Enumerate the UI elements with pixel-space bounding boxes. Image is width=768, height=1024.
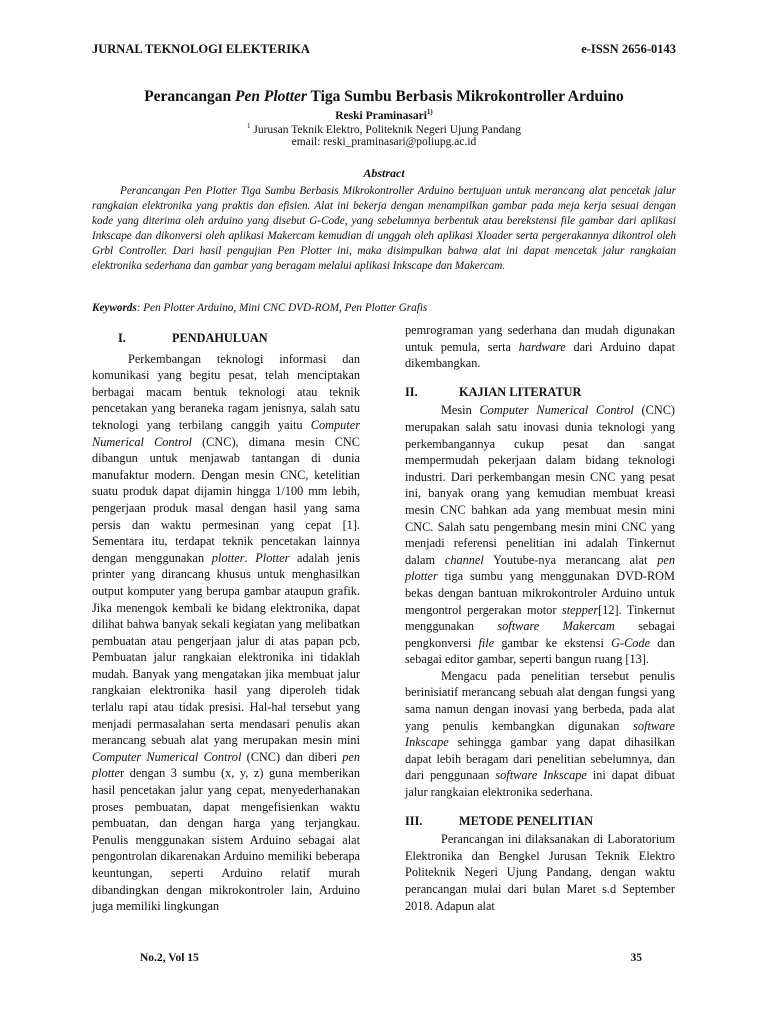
keywords (92, 302, 676, 314)
affiliation (0, 122, 768, 136)
section-heading (405, 384, 675, 401)
section-heading (405, 813, 675, 830)
section-number: III. (405, 813, 423, 828)
abstract-text: Perancangan Pen Plotter Tiga Sumbu Berbasis Mikrokontroller Arduino bertujuan untuk merancang alat pencetak jalur rangkaian elektronika yang praktis dan efisien. Alat ini bekerja dengan menampilkan gambar pada meja kerja sesuai dengan kode yang diterima oleh arduino yang disebut G-Code, yang sebelumnya berbentuk atau berekstensi file gambar dari aplikasi Inkscape dan dikonversi oleh aplikasi Makercam kemudian di unggah oleh aplikasi Xloader serta pergerakannya dikontrol oleh Grbl Controller. Dari hasil pengujian Pen Plotter ini, maka disimpulkan bahwa alat ini dapat mencetak jalur rangkaian elektronika sederhana dan gambar yang beragam melalui aplikasi Inkscape dan Makercam. (92, 185, 676, 272)
author (0, 108, 768, 122)
paper-title (60, 88, 708, 106)
journal-name: JURNAL TEKNOLOGI ELEKTERIKA (92, 42, 310, 56)
paragraph: Mesin Computer Numerical Control (CNC) merupakan salah satu inovasi dunia teknologi yang perkembangannya cukup pesat dan sangat mempermudah pekerjaan dalam bidang teknologi industri. Dari perkembangan mesin CNC yang pesat ini, banyak orang yang kemudian membuat kreasi mesin CNC bahkan ada yang membuat mesin mini CNC. Salah satu pengembang mesin mini CNC yang menjadi referensi penelitian ini adalah Tinkernut dalam channel Youtube-nya merancang alat pen plotter tiga sumbu yang menggunakan DVD-ROM bekas dengan bantuan mikrokontroler Arduino untuk mengontrol pergerakan motor stepper[12]. Tinkernut menggunakan software Makercam sebagai pengkonversi file gambar ke ekstensi G-Code dan sebagai editor gambar, seperti bangun ruang [13]. (405, 403, 675, 667)
paragraph: pemrograman yang sederhana dan mudah digunakan untuk pemula, serta hardware dari Arduino dapat dikembangkan. (405, 323, 676, 371)
author-email: email: reski_praminasari@poliupg.ac.id (291, 136, 477, 148)
keywords-text: : Pen Plotter Arduino, Mini CNC DVD-ROM, Pen Plotter Grafis (136, 302, 428, 314)
right-column (405, 322, 675, 914)
section-title: METODE PENELITIAN (459, 813, 594, 828)
affiliation-text: Jurusan Teknik Elektro, Politeknik Negeri Ujung Pandang (250, 123, 521, 136)
left-column (92, 330, 360, 915)
paragraph: Mengacu pada penelitian tersebut penulis berinisiatif merancang sebuah alat dengan fungsi yang sama namun dengan inovasi yang berbeda, pada alat yang penulis kembangkan digunakan software Inkscape sehingga gambar yang dapat dihasilkan dapat lebih beragam dari penelitian sebelumnya, dan dari penggunaan software Inkscape ini dapat dibuat jalur rangkaian elektronika sederhana. (405, 668, 675, 800)
section-heading (118, 330, 360, 347)
section-number: II. (405, 384, 418, 399)
title-part: Tiga Sumbu Berbasis Mikrokontroller Arduino (306, 88, 624, 105)
paragraph: Perancangan ini dilaksanakan di Laboratorium Elektronika dan Bengkel Jurusan Teknik Elektro Politeknik Negeri Ujung Pandang, dengan waktu perancangan mulai dari bulan Maret s.d September 2018. Adapun alat (405, 832, 675, 913)
issn: e-ISSN 2656-0143 (581, 42, 676, 56)
issue-number: No.2, Vol 15 (140, 952, 199, 964)
running-header (92, 42, 676, 60)
author-mark: 1) (426, 108, 433, 116)
section-title: PENDAHULUAN (172, 331, 268, 345)
author-name: Reski Praminasari (335, 109, 427, 122)
section-title: KAJIAN LITERATUR (459, 384, 582, 399)
page-number: 35 (630, 952, 642, 964)
keywords-label: Keywords (92, 302, 137, 314)
affiliation-mark: 1 (247, 122, 251, 130)
running-footer (140, 952, 642, 968)
title-part: Perancangan (144, 88, 236, 105)
abstract-heading: Abstract (363, 166, 405, 180)
title-italic: Pen Plotter (235, 88, 307, 105)
section-number: I. (118, 331, 126, 345)
paragraph: Perkembangan teknologi informasi dan komunikasi yang begitu pesat, telah menciptakan berbagai macam bentuk teknologi atau teknik pencetakan yang beraneka ragam jenisnya, salah satu teknologi yang terbilang canggih yaitu Computer Numerical Control (CNC), dimana mesin CNC dibangun untuk menjawab tantangan di dunia manufaktur modern. Dengan mesin CNC, ketelitian suatu produk dapat dijamin hingga 1/100 mm lebih, pengerjaan produk masal dengan hasil yang sama persis dan waktu permesinan yang cepat [1]. Sementara itu, terdapat teknik pencetakan lainnya dengan menggunakan plotter. Plotter adalah jenis printer yang dirancang khusus untuk menghasilkan output komputer yang berupa gambar ataupun grafik. Jika menengok kembali ke bidang elektronika, dapat dilihat bahwa banyak sekali kegiatan yang melibatkan pembuatan atau pengerjaan jalur di atas papan pcb, Pembuatan jalur rangkaian elektronika ini tidaklah mudah. Banyak yang mengatakan jika membuat jalur rangkaian elektronika hasil yang diperoleh tidak terlalu rapi atau tidak presisi. Hal-hal tersebut yang menjadi permasalahan serta mendasari penulis akan merancang sebuah alat yang merupakan mesin mini Computer Numerical Control (CNC) dan diberi pen plotter dengan 3 sumbu (x, y, z) guna memberikan hasil pencetakan jalur yang cepat, menyederhanakan proses pembuatan, dapat mengefisienkan waktu pembuatan, dan dengan harga yang terjangkau. Penulis menggunakan sistem Arduino sebagai alat pengontrolan dikarenakan Arduino memiliki beberapa keuntungan, seperti Arduino relatif murah dibandingkan dengan mikrokontroler lain, Arduino juga memiliki lingkungan (92, 351, 361, 914)
